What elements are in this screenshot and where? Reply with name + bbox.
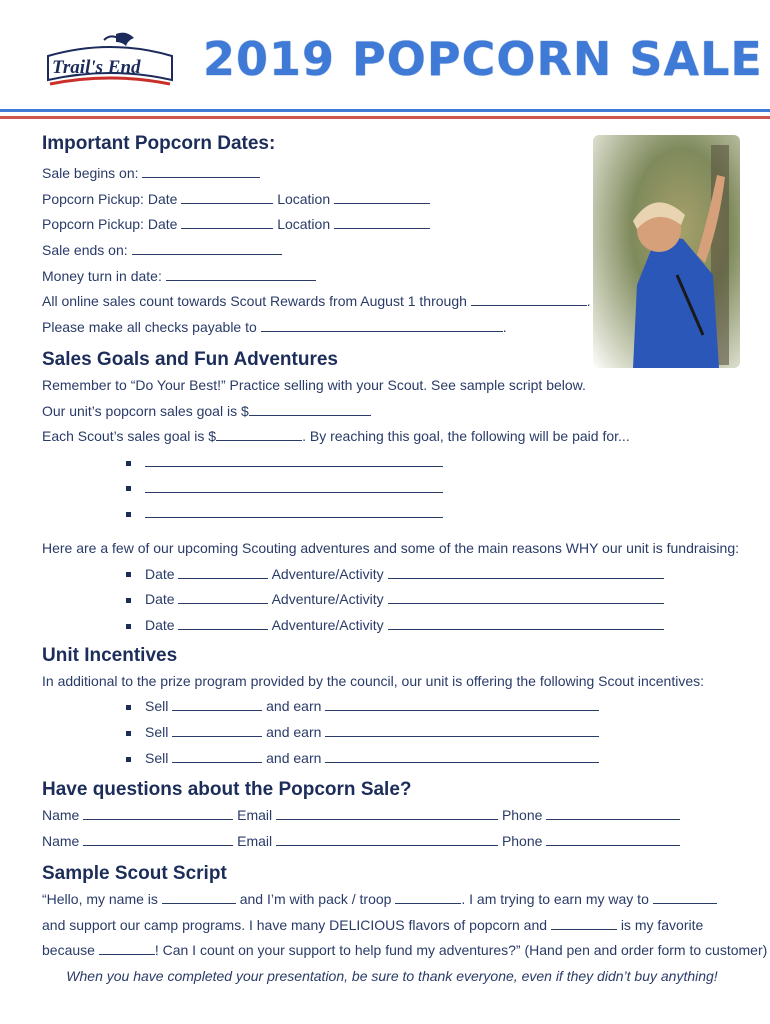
paid-for-item-3 <box>42 501 742 527</box>
section-heading-dates: Important Popcorn Dates: <box>42 133 276 154</box>
online-sales-row: All online sales count towards Scout Rewards from August 1 through . <box>42 293 591 310</box>
adventure-3-activity-field[interactable] <box>388 615 664 630</box>
bullet-icon <box>126 512 131 517</box>
script-flavor-field[interactable] <box>551 915 617 930</box>
incentive-1-sell-field[interactable] <box>172 696 262 711</box>
bullet-icon <box>126 486 131 491</box>
paid-for-field-1[interactable] <box>145 452 443 467</box>
incentive-3-sell-field[interactable] <box>172 748 262 763</box>
bullet-icon <box>126 598 131 603</box>
bullet-icon <box>126 572 131 577</box>
incentive-item-3: Sell and earn <box>42 746 742 772</box>
bullet-icon <box>126 461 131 466</box>
paid-for-field-2[interactable] <box>145 478 443 493</box>
adventure-1-activity-field[interactable] <box>388 564 664 579</box>
pickup-row-1: Popcorn Pickup: Date Location <box>42 187 742 213</box>
bullet-icon <box>126 757 131 762</box>
paid-for-item-1 <box>42 450 742 476</box>
form-content <box>42 133 768 990</box>
pickup-row-2: Popcorn Pickup: Date Location <box>42 212 742 238</box>
pickup-2-date-field[interactable] <box>181 214 273 229</box>
scout-goal-field[interactable] <box>216 426 302 441</box>
scout-goal-row: Each Scout’s sales goal is $ . By reaching this goal, the following will be paid for... <box>42 428 630 445</box>
checks-payable-field[interactable] <box>261 317 503 332</box>
script-line-3: because ! Can I count on your support to help fund my adventures?” (Hand pen and order form to customer) <box>42 942 768 959</box>
contact-1-phone-field[interactable] <box>546 805 680 820</box>
adventure-item-1: Date Adventure/Activity <box>42 562 742 588</box>
sale-begins-row: Sale begins on: <box>42 161 742 187</box>
page-title: 2019 POPCORN SALE <box>203 32 763 86</box>
script-reason-field[interactable] <box>99 940 155 955</box>
sale-begins-field[interactable] <box>142 163 260 178</box>
bullet-icon <box>126 624 131 629</box>
adventure-1-date-field[interactable] <box>178 564 268 579</box>
money-turn-in-field[interactable] <box>166 266 316 281</box>
adventure-2-date-field[interactable] <box>178 589 268 604</box>
bullet-icon <box>126 705 131 710</box>
contact-row-1: Name Email Phone <box>42 803 742 829</box>
script-line-1: “Hello, my name is and I’m with pack / troop . I am trying to earn my way to <box>42 887 742 913</box>
pickup-1-location-field[interactable] <box>334 189 430 204</box>
contact-1-email-field[interactable] <box>276 805 498 820</box>
incentive-2-earn-field[interactable] <box>325 722 599 737</box>
contact-2-name-field[interactable] <box>83 831 233 846</box>
contact-2-phone-field[interactable] <box>546 831 680 846</box>
adventure-3-date-field[interactable] <box>178 615 268 630</box>
unit-goal-field[interactable] <box>249 401 371 416</box>
sale-ends-field[interactable] <box>132 240 282 255</box>
script-troop-field[interactable] <box>395 889 461 904</box>
adventures-intro-text: Here are a few of our upcoming Scouting adventures and some of the main reasons WHY our unit is fundraising: <box>42 539 740 556</box>
incentive-item-1: Sell and earn <box>42 694 742 720</box>
incentive-item-2: Sell and earn <box>42 720 742 746</box>
pickup-1-date-field[interactable] <box>181 189 273 204</box>
incentive-2-sell-field[interactable] <box>172 722 262 737</box>
closing-note: When you have completed your presentation, be sure to thank everyone, even if they didn’t buy anything! <box>66 967 718 984</box>
online-sales-end-field[interactable] <box>471 291 587 306</box>
section-heading-questions: Have questions about the Popcorn Sale? <box>42 779 412 801</box>
section-heading-incentives: Unit Incentives <box>42 644 178 666</box>
page-header <box>0 0 770 110</box>
unit-goal-row: Our unit’s popcorn sales goal is $ <box>42 399 742 425</box>
do-your-best-text: Remember to “Do Your Best!” Practice selling with your Scout. See sample script below. <box>42 376 586 393</box>
trails-end-logo <box>44 30 176 94</box>
paid-for-field-3[interactable] <box>145 503 443 518</box>
pickup-2-location-field[interactable] <box>334 214 430 229</box>
logo-text: Trail's End <box>52 57 141 78</box>
adventure-item-3: Date Adventure/Activity <box>42 613 742 639</box>
incentive-1-earn-field[interactable] <box>325 696 599 711</box>
red-divider <box>0 116 770 119</box>
adventure-item-2: Date Adventure/Activity <box>42 587 742 613</box>
contact-row-2: Name Email Phone <box>42 829 742 855</box>
script-goal-field[interactable] <box>653 889 717 904</box>
bullet-icon <box>126 731 131 736</box>
money-turn-in-row: Money turn in date: <box>42 264 742 290</box>
section-heading-goals: Sales Goals and Fun Adventures <box>42 348 338 370</box>
contact-1-name-field[interactable] <box>83 805 233 820</box>
section-heading-script: Sample Scout Script <box>42 862 227 884</box>
script-name-field[interactable] <box>162 889 236 904</box>
paid-for-item-2 <box>42 476 742 502</box>
blue-divider <box>0 109 770 112</box>
contact-2-email-field[interactable] <box>276 831 498 846</box>
adventure-2-activity-field[interactable] <box>388 589 664 604</box>
sale-ends-row: Sale ends on: <box>42 238 742 264</box>
incentive-3-earn-field[interactable] <box>325 748 599 763</box>
script-line-2: and support our camp programs. I have many DELICIOUS flavors of popcorn and is my favorite <box>42 916 704 933</box>
checks-payable-row: Please make all checks payable to . <box>42 319 507 336</box>
incentives-intro-text: In additional to the prize program provided by the council, our unit is offering the following Scout incentives: <box>42 672 705 689</box>
